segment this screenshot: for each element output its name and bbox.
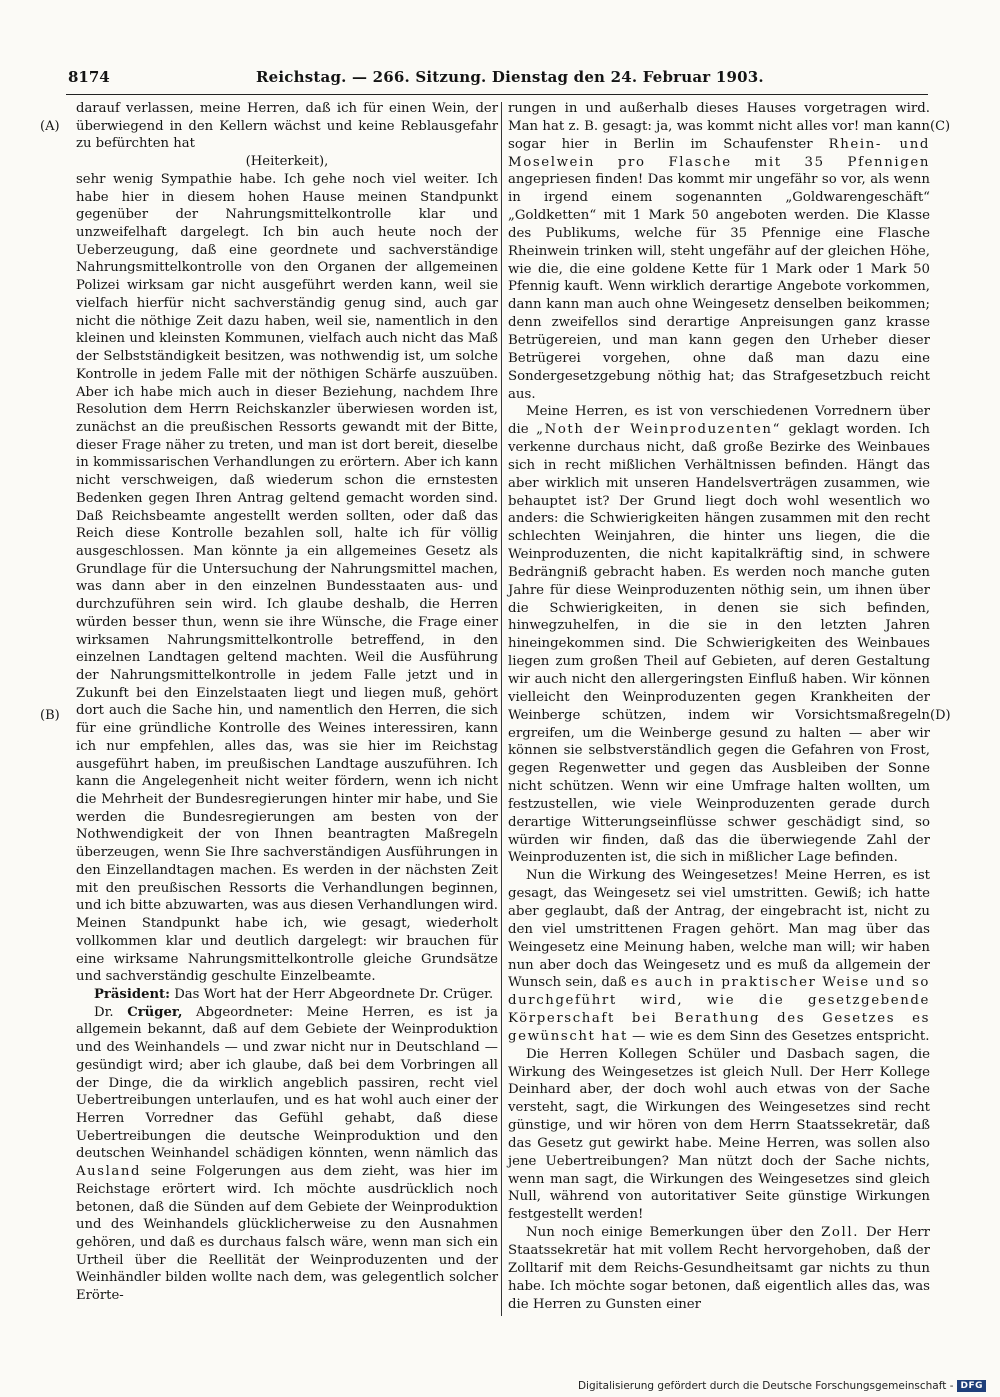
page-header	[68, 68, 926, 92]
emphasized-text: es auch in praktischer Weise und so durchgeführt wird, wie die gesetzgebende Körperschaft bei Berathung des Gesetzes es gewünscht hat	[508, 975, 930, 1044]
paragraph: Nun noch einige Bemerkungen über den Zoll. Der Herr Staatssekretär hat mit vollem Recht hervorgehoben, daß der Zolltarif mit dem Reichs-Gesundheitsamt gar nichts zu thun habe. Ich möchte sogar betonen, daß eigentlich alles das, was die Herren zu Gunsten einer	[508, 1225, 930, 1312]
page-number: 8174	[68, 68, 110, 86]
margin-marker-a: (A)	[40, 119, 60, 134]
margin-marker-d: (D)	[930, 708, 951, 723]
paragraph: Die Herren Kollegen Schüler und Dasbach sagen, die Wirkung des Weingesetzes ist gleich Null. Der Herr Kollege Deinhard aber, der doch wohl auch etwas von der Sache versteht, sagt, die Wirkungen des Weingesetzes sind recht günstige, und wir hören von dem Herrn Staatssekretär, daß das Gesetz gut gewirkt habe. Meine Herren, was sollen also jene Uebertreibungen? Man nützt doch der Sache nichts, wenn man sagt, die Wirkungen des Weingesetzes sind gleich Null, während von autoritativer Seite günstige Wirkungen festgestellt werden!	[508, 1046, 930, 1223]
speaker-paragraph: Präsident: Das Wort hat der Herr Abgeordnete Dr. Crüger.	[94, 986, 494, 1002]
dfg-logo-icon: DFG	[957, 1380, 986, 1392]
column-divider	[501, 102, 502, 1316]
paragraph: rungen in und außerhalb dieses Hauses vorgetragen wird. Man hat z. B. gesagt: ja, was kommt nicht alles vor! man kann sogar hier in Berlin im Schaufenster Rhein- und Moselwein pro Flasche mit 35 Pfennigen angepriesen finden! Das kommt mir ungefähr so vor, als wenn in irgend einem sogenannten „Goldwarengeschäft“ „Goldketten“ mit 1 Mark 50 angeboten werden. Die Klasse des Publikums, welche für 35 Pfennige eine Flasche Rheinwein trinken will, steht ungefähr auf der gleichen Höhe, wie die, die eine goldene Kette für 1 Mark oder 1 Mark 50 Pfennig kauft. Wenn wirklich derartige Angebote vorkommen, dann kann man auch ohne Weingesetz denselben beikommen; denn zweifellos sind derartige Anpreisungen ganz krasse Betrügereien, und man kann gegen den Urheber dieser Betrügerei vorgehen, ohne daß man dazu eine Sondergesetzgebung nöthig hat; das Strafgesetzbuch reicht aus.	[508, 101, 930, 402]
emphasized-text: Ausland	[76, 1164, 141, 1180]
paragraph: Meine Herren, es ist von verschiedenen Vorrednern über die „Noth der Weinproduzenten“ geklagt worden. Ich verkenne durchaus nicht, daß große Bezirke des Weinbaues sich in recht mißlichen Verhältnissen befinden. Hängt das aber wirklich mit unseren Handelsverträgen zusammen, wie behauptet ist? Der Grund liegt doch wohl wesentlich wo anders: die Schwierigkeiten hängen zusammen mit den recht schlechten Weinjahren, die hinter uns liegen, die die Weinproduzenten, die nicht kapitalkräftig sind, in schwere Bedrängniß gebracht haben. Es werden noch manche guten Jahre für diese Weinproduzenten nöthig sein, um ihnen über die Schwierigkeiten, in denen sie sich befinden, hinwegzuhelfen, in die sie in den letzten Jahren hineingekommen sind. Die Schwierigkeiten des Weinbaues liegen zum großen Theil auf Gebieten, auf deren Gestaltung wir auch nicht den allergeringsten Einfluß haben. Wir können vielleicht den Weinproduzenten gegen Krankheiten der Weinberge schützen, indem wir Vorsichtsmaßregeln ergreifen, um die Weinberge gesund zu halten — aber wir können sie selbstverständlich gegen die Gefahren von Frost, gegen Regenwetter und gegen das Ausbleiben der Sonne nicht schützen. Wenn wir eine Umfrage halten wollten, um festzustellen, wie viele Weinproduzenten gerade durch derartige Witterungseinflüsse schwer geschädigt sind, so würden wir finden, daß das die überwiegende Zahl der Weinproduzenten ist, die sich in mißlicher Lage befinden.	[508, 404, 930, 866]
running-title: Reichstag. — 266. Sitzung. Dienstag den 24. Februar 1903.	[256, 68, 764, 86]
emphasized-text: „Noth der Weinproduzenten“	[536, 422, 781, 438]
paragraph: darauf verlassen, meine Herren, daß ich für einen Wein, der überwiegend in den Kellern wächst und keine Reblausgefahr zu befürchten hat	[76, 101, 498, 152]
paragraph: sehr wenig Sympathie habe. Ich gehe noch viel weiter. Ich habe hier in diesem hohen Hause meinen Standpunkt gegenüber der Nahrungsmittelkontrolle klar und unzweifelhaft dargelegt. Ich bin auch heute noch der Ueberzeugung, daß eine geordnete und sachverständige Nahrungsmittelkontrolle von den Organen der allgemeinen Polizei wirksam gar nicht ausgeführt werden kann, weil sie vielfach hierfür nicht sachverständig genug sind, auch gar nicht die nöthige Zeit dazu haben, weil sie, namentlich in den kleinen und kleinsten Kommunen, vielfach auch nicht das Maß der Selbstständigkeit besitzen, was nothwendig ist, um solche Kontrolle in jedem Falle mit der nöthigen Schärfe auszuüben. Aber ich habe mich auch in dieser Beziehung, nachdem Ihre Resolution dem Herrn Reichskanzler überwiesen worden ist, zunächst an die preußischen Ressorts gewandt mit der Bitte, dieser Frage näher zu treten, und man ist dort bereit, dieselbe in kommissarischen Verhandlungen zu erörtern. Aber ich kann nicht verschweigen, daß wiederum schon die ernstesten Bedenken gegen Ihren Antrag geltend gemacht worden sind. Daß Reichsbeamte angestellt werden sollten, oder daß das Reich diese Kontrolle bezahlen soll, halte ich für völlig ausgeschlossen. Man könnte ja ein allgemeines Gesetz als Grundlage für die Untersuchung der Nahrungsmittel machen, was dann aber in den einzelnen Bundesstaaten aus- und durchzuführen sein wird. Ich glaube deshalb, die Herren würden besser thun, wenn sie ihre Wünsche, die Frage einer wirksamen Nahrungsmittelkontrolle betreffend, in den einzelnen Landtagen geltend machten. Weil die Ausführung der Nahrungsmittelkontrolle in jedem Falle jetzt und in Zukunft bei den Einzelstaaten liegt und liegen muß, gehört dort auch die Sache hin, und namentlich den Herren, die sich für eine gründliche Kontrolle des Weines interessiren, kann ich nur empfehlen, alles das, was sie hier im Reichstag ausgeführt haben, im preußischen Landtage auszuführen. Ich kann die Angelegenheit nicht weiter fördern, wenn ich nicht die Mehrheit der Bundesregierungen hinter mir habe, und Sie werden die Bundesregierungen am besten von der Nothwendigkeit der von Ihnen beantragten Maßregeln überzeugen, wenn Sie Ihre sachverständigen Ausführungen in den Einzellandtagen machen. Es werden in der nächsten Zeit mit den preußischen Ressorts die Verhandlungen beginnen, und ich bitte abzuwarten, was aus diesen Verhandlungen wird. Meinen Standpunkt habe ich, wie gesagt, wiederholt vollkommen klar und deutlich dargelegt: wir brauchen für eine wirksame Nahrungsmittelkontrolle gleiche Grundsätze und sachverständig geschulte Einzelbeamte.	[76, 171, 498, 985]
digitization-footer	[578, 1380, 986, 1392]
speaker-name: Präsident:	[94, 986, 171, 1002]
margin-marker-c: (C)	[930, 119, 951, 134]
header-rule	[66, 94, 928, 95]
emphasized-text: Rhein- und Moselwein pro Flasche mit 35 Pfennigen	[508, 136, 930, 170]
right-column	[508, 100, 930, 1313]
left-column	[76, 100, 498, 1305]
footer-text: Digitalisierung gefördert durch die Deutsche Forschungsgemeinschaft -	[577, 1380, 954, 1392]
margin-marker-b: (B)	[40, 708, 60, 723]
speaker-name: Crüger,	[127, 1004, 183, 1020]
paragraph: Nun die Wirkung des Weingesetzes! Meine Herren, es ist gesagt, das Weingesetz sei viel umstritten. Gewiß; ich hatte aber geglaubt, daß der Antrag, der eingebracht ist, nicht zu den viel umstrittenen Fragen gehört. Man mag über das Weingesetz eine Meinung haben, welche man will; wir haben nun aber doch das Weingesetz und es muß da allgemein der Wunsch sein, daß es auch in praktischer Weise und so durchgeführt wird, wie die gesetzgebende Körperschaft bei Berathung des Gesetzes es gewünscht hat — wie es dem Sinn des Gesetzes entspricht.	[508, 868, 930, 1044]
emphasized-text: Zoll.	[821, 1225, 860, 1241]
interjection: (Heiterkeit),	[245, 154, 329, 170]
speaker-paragraph: Dr. Crüger, Abgeordneter: Meine Herren, es ist ja allgemein bekannt, daß auf dem Gebiete der Weinproduktion und des Weinhandels — und zwar nicht nur in Deutschland — gesündigt wird; aber ich glaube, daß bei dem Vorbringen all der Dinge, die da wirklich angeblich passiren, recht viel Uebertreibungen unterlaufen, und es hat wohl auch einer der Herren Vorredner das Gefühl gehabt, daß diese Uebertreibungen die deutsche Weinproduktion und den deutschen Weinhandel schädigen könnten, wenn nämlich das Ausland seine Folgerungen aus dem zieht, was hier im Reichstage erörtert wird. Ich möchte ausdrücklich noch betonen, daß die Sünden auf dem Gebiete der Weinproduktion und des Weinhandels glücklicherweise zu den Ausnahmen gehören, und daß es durchaus falsch wäre, wenn man sich ein Urtheil über die Reellität der Weinproduzenten und der Weinhändler bilden wollte nach dem, was gelegentlich solcher Erörte-	[76, 1004, 498, 1304]
